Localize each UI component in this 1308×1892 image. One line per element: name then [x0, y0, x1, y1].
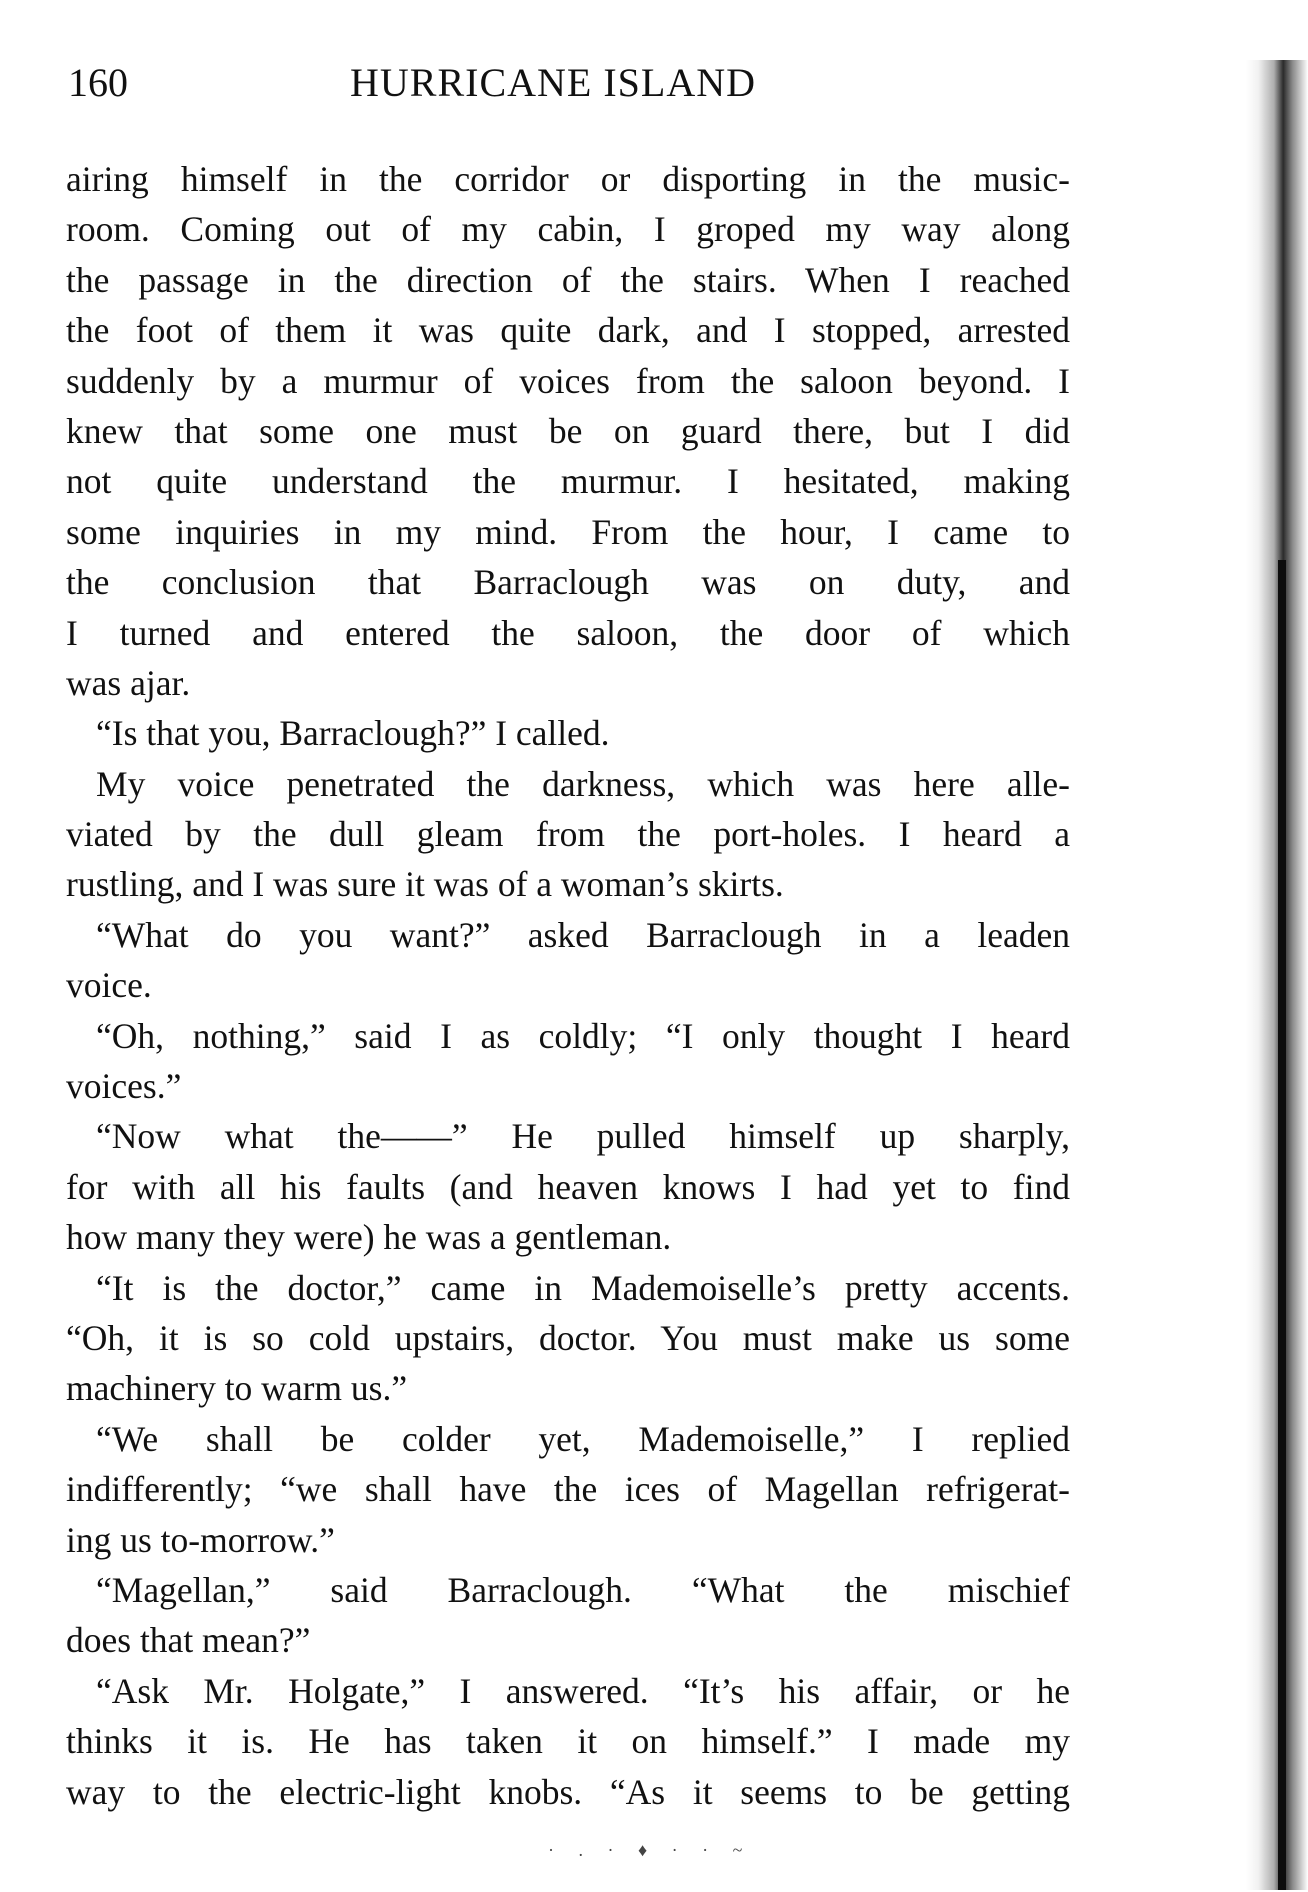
footer-marks: · . · ♦ · · ~ — [548, 1840, 753, 1860]
text-line: suddenly by a murmur of voices from the saloon beyond. I — [66, 360, 1070, 401]
text-line: room. Coming out of my cabin, I groped my way along — [66, 209, 1070, 250]
text-line: for with all his faults (and heaven knows I had yet to find — [66, 1166, 1070, 1207]
text-line: some inquiries in my mind. From the hour, I came to — [66, 511, 1070, 552]
text-line: “Magellan,” said Barraclough. “What the mischief — [96, 1569, 1070, 1610]
running-head — [68, 58, 1078, 108]
text-line: does that mean?” — [66, 1620, 311, 1661]
text-line: machinery to warm us.” — [66, 1368, 408, 1409]
text-line: thinks it is. He has taken it on himself.” I made my — [66, 1721, 1070, 1762]
text-line: voice. — [66, 965, 152, 1006]
page-spine-shadow — [1246, 60, 1308, 1890]
text-line: My voice penetrated the darkness, which was here alle- — [96, 763, 1070, 804]
text-line: the passage in the direction of the stairs. When I reached — [66, 259, 1070, 300]
text-line: “We shall be colder yet, Mademoiselle,” I replied — [96, 1418, 1070, 1459]
text-line: was ajar. — [66, 662, 191, 703]
text-line: voices.” — [66, 1066, 182, 1107]
text-line: “What do you want?” asked Barraclough in a leaden — [96, 914, 1070, 955]
text-line: “Ask Mr. Holgate,” I answered. “It’s his affair, or he — [96, 1670, 1070, 1711]
text-line: “Is that you, Barraclough?” I called. — [96, 713, 610, 754]
text-line: “It is the doctor,” came in Mademoiselle’s pretty accents. — [96, 1267, 1070, 1308]
text-line: I turned and entered the saloon, the door of which — [66, 612, 1070, 653]
text-line: airing himself in the corridor or disporting in the music- — [66, 159, 1070, 199]
text-line: knew that some one must be on guard there, but I did — [66, 410, 1070, 451]
page-number: 160 — [68, 60, 128, 105]
text-line: the foot of them it was quite dark, and I stopped, arrested — [66, 310, 1070, 351]
page-spine-edge — [1278, 560, 1286, 1890]
text-line: rustling, and I was sure it was of a woman’s skirts. — [66, 864, 784, 905]
text-line: “Now what the——” He pulled himself up sharply, — [96, 1116, 1070, 1157]
text-line: “Oh, nothing,” said I as coldly; “I only thought I heard — [96, 1015, 1070, 1056]
text-line: “Oh, it is so cold upstairs, doctor. You must make us some — [66, 1317, 1070, 1358]
body-text — [66, 154, 1070, 1817]
text-line: the conclusion that Barraclough was on duty, and — [66, 562, 1070, 603]
text-line: how many they were) he was a gentleman. — [66, 1217, 672, 1258]
text-line: not quite understand the murmur. I hesitated, making — [66, 461, 1070, 502]
running-title: HURRICANE ISLAND — [350, 60, 756, 105]
text-line: indifferently; “we shall have the ices of Magellan refrigerat- — [66, 1469, 1070, 1510]
text-line: way to the electric-light knobs. “As it seems to be getting — [66, 1771, 1070, 1812]
text-line: viated by the dull gleam from the port-holes. I heard a — [66, 814, 1070, 855]
text-line: ing us to-morrow.” — [66, 1519, 335, 1560]
